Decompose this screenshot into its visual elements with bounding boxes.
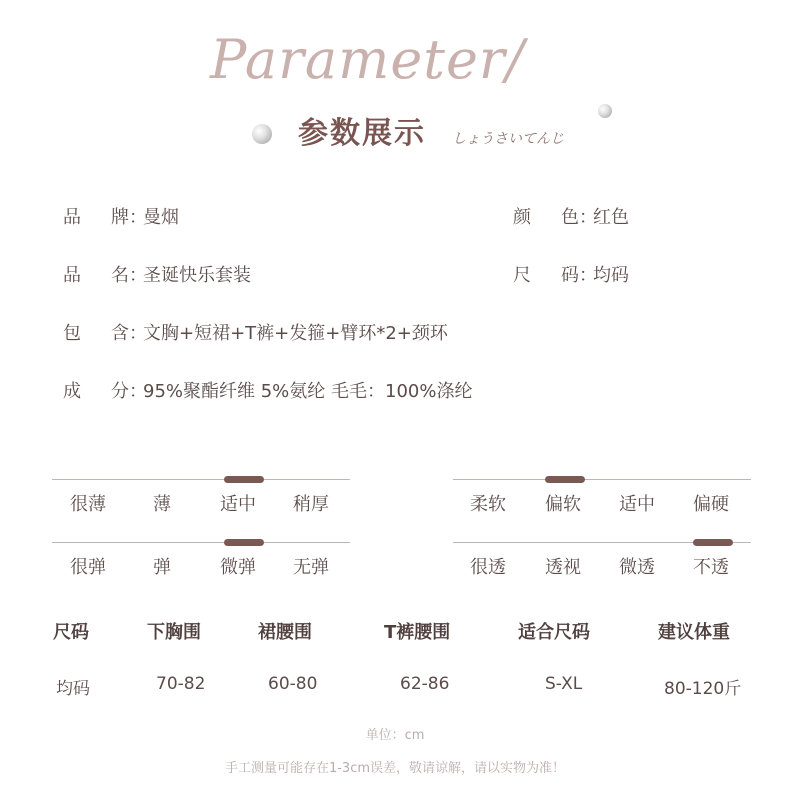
transparency-option: 不透: [693, 557, 729, 578]
size-table-header: 裙腰围: [258, 622, 312, 643]
param-color: 颜 色：红色: [513, 207, 629, 228]
softness-option: 偏硬: [693, 494, 729, 515]
title-english: Parameter/: [210, 28, 525, 91]
param-size: 尺 码：均码: [513, 265, 629, 286]
elasticity-option: 无弹: [293, 557, 329, 578]
elasticity-option: 弹: [153, 557, 171, 578]
param-name-value: 圣诞快乐套装: [143, 265, 251, 286]
softness-option: 适中: [619, 494, 655, 515]
elasticity-scale-marker: [224, 539, 264, 546]
transparency-scale-marker: [693, 539, 733, 546]
size-table-cell: 均码: [56, 679, 90, 699]
unit-note: 单位：cm: [365, 728, 425, 743]
param-material: 成 分：95%聚酯纤维 5%氨纶 毛毛：100%涤纶: [63, 381, 473, 402]
param-brand-value: 曼烟: [143, 207, 179, 228]
size-table-header: 建议体重: [658, 622, 730, 643]
size-table-header: 尺码: [53, 622, 89, 643]
pearl-decoration-left: [252, 124, 272, 144]
pearl-decoration-right: [598, 104, 612, 118]
size-table-cell: 70-82: [156, 674, 206, 694]
size-table-cell: S-XL: [545, 674, 583, 694]
param-name: 品 名：圣诞快乐套装: [63, 265, 251, 286]
softness-option: 偏软: [545, 494, 581, 515]
size-table-cell: 62-86: [400, 674, 450, 694]
size-table-cell: 80-120斤: [664, 679, 742, 699]
size-table-header: 适合尺码: [518, 622, 590, 643]
thickness-option: 薄: [153, 494, 171, 515]
transparency-option: 很透: [470, 557, 506, 578]
title-chinese: 参数展示: [298, 116, 426, 151]
param-size-value: 均码: [593, 265, 629, 286]
title-japanese: しょうさいてんじ: [452, 131, 564, 147]
disclaimer-note: 手工测量可能存在1-3cm误差，敬请谅解，请以实物为准！: [224, 761, 566, 776]
thickness-scale-line: [52, 479, 350, 480]
thickness-option: 适中: [220, 494, 256, 515]
size-table-cell: 60-80: [268, 674, 318, 694]
param-material-value: 95%聚酯纤维 5%氨纶 毛毛：100%涤纶: [143, 381, 473, 402]
param-brand: 品 牌：曼烟: [63, 207, 179, 228]
size-table-header: 下胸围: [147, 622, 201, 643]
elasticity-option: 很弹: [70, 557, 106, 578]
param-contents-value: 文胸+短裙+T裤+发箍+臂环*2+颈环: [143, 323, 448, 344]
thickness-scale-marker: [224, 476, 264, 483]
softness-option: 柔软: [470, 494, 506, 515]
softness-scale-line: [453, 479, 751, 480]
thickness-option: 稍厚: [293, 494, 329, 515]
size-table-header: T裤腰围: [384, 622, 451, 643]
transparency-option: 微透: [619, 557, 655, 578]
elasticity-option: 微弹: [220, 557, 256, 578]
param-contents: 包 含：文胸+短裙+T裤+发箍+臂环*2+颈环: [63, 323, 448, 344]
elasticity-scale-line: [52, 542, 350, 543]
param-color-value: 红色: [593, 207, 629, 228]
transparency-option: 透视: [545, 557, 581, 578]
thickness-option: 很薄: [70, 494, 106, 515]
softness-scale-marker: [545, 476, 585, 483]
